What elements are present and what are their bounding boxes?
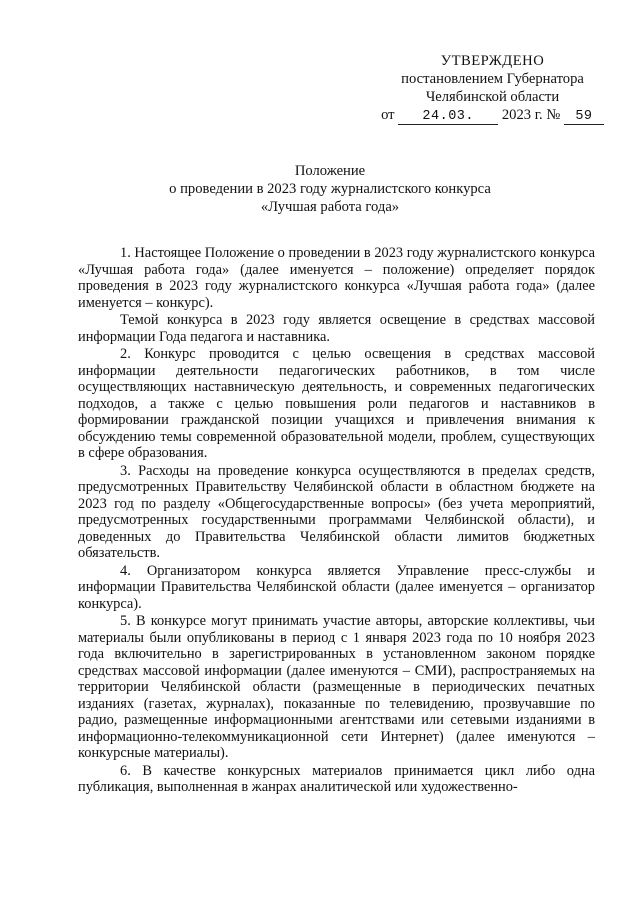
paragraph-3: 2. Конкурс проводится с целью освещения в средствах массовой информации деятельности педагогических работников, в том числе осуществляющих наставническую деятельность, и современных педагогических подходов, а также с целью повышения роли педагогов и наставников в формировании гражданской позиции учащихся и привлечения внимания к обсуждению темы современной образовательной модели, проблем, существующих в сфере образования. xyxy=(78,346,595,461)
approval-heading: УТВЕРЖДЕНО xyxy=(440,53,545,69)
title-line-3: «Лучшая работа года» xyxy=(260,199,400,215)
paragraph-6: 5. В конкурсе могут принимать участие авторы, авторские коллективы, чьи материалы были опубликованы в период с 1 января 2023 года по 10 ноября 2023 года включительно в зарегистрированных в установленном законом порядке средствах массовой информации (далее именуются – СМИ), распространяемых на территории Челябинской области (размещенные в периодических печатных изданиях (газетах, журналах), показанные по телевидению, прозвучавшие по радио, размещенные информационными агентствами или сетевыми изданиями в информационно-телекоммуникационной сети Интернет) (далее именуются – конкурсные материалы). xyxy=(78,613,595,761)
decree-number: 59 xyxy=(564,109,604,125)
paragraph-1: 1. Настоящее Положение о проведении в 2023 году журналистского конкурса «Лучшая работа года» (далее именуется – положение) определяет порядок проведения в 2023 году журналистского конкурса «Лучшая работа года» (далее именуется – конкурс). xyxy=(78,245,595,311)
title-line-1: Положение xyxy=(294,163,366,179)
paragraph-7: 6. В качестве конкурсных материалов принимается цикл либо одна публикация, выполненная в жанрах аналитической или художественно- xyxy=(78,762,595,795)
date-value: 24.03. xyxy=(398,109,498,125)
document-body xyxy=(78,245,595,796)
date-suffix: 2023 г. № xyxy=(501,107,561,123)
paragraph-5: 4. Организатором конкурса является Управление пресс-службы и информации Правительства Челябинской области (далее именуется – организатор конкурса). xyxy=(78,562,595,612)
paragraph-2: Темой конкурса в 2023 году является освещение в средствах массовой информации Года педагога и наставника. xyxy=(78,312,595,345)
paragraph-4: 3. Расходы на проведение конкурса осуществляются в пределах средств, предусмотренных Правительству Челябинской области в областном бюджете на 2023 год по разделу «Общегосударственные вопросы» (без учета мероприятий, предусмотренных государственными программами Челябинской области), и доведенных до Правительства Челябинской области лимитов бюджетных обязательств. xyxy=(78,462,595,561)
approval-line-1: постановлением Губернатора xyxy=(401,71,584,87)
approval-line-2: Челябинской области xyxy=(425,89,560,105)
approval-date-line xyxy=(370,106,615,125)
title-line-2: о проведении в 2023 году журналистского конкурса xyxy=(169,181,491,197)
document-title xyxy=(60,162,600,216)
date-prefix: от xyxy=(381,107,395,123)
approval-block xyxy=(370,52,615,125)
